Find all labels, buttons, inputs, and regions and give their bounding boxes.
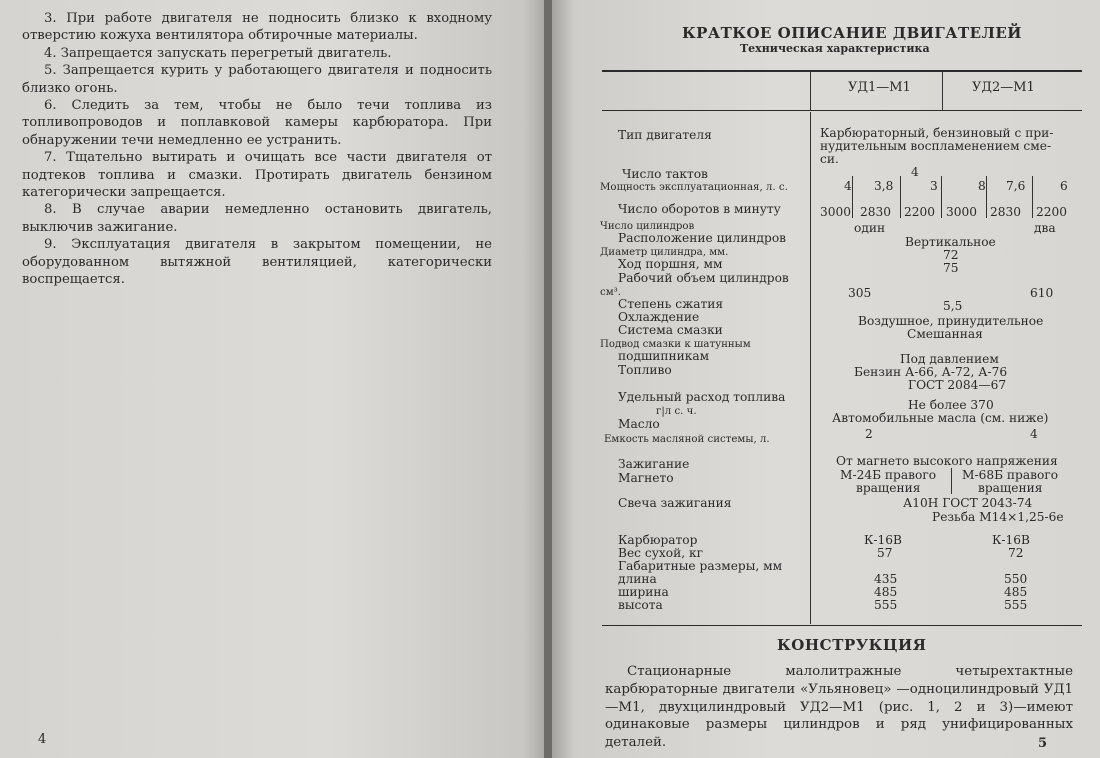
cell-value: 75: [943, 261, 959, 275]
row-label: Габаритные размеры, мм: [618, 559, 783, 573]
cell-value: К-16В: [864, 533, 903, 547]
paragraph: 6. Следить за тем, чтобы не было течи топлива из топливопроводов и поплавковой камеры карбюратора. При обнаружении течи немедленно ее устранить.: [22, 98, 492, 148]
cell-value: 4: [1030, 427, 1038, 441]
row-label: подшипникам: [618, 349, 710, 363]
cell-value: 57: [877, 546, 893, 560]
paragraph: 4. Запрещается запускать перегретый двигатель.: [44, 45, 392, 61]
cell-value: 2830: [990, 205, 1022, 219]
paragraph: 8. В случае аварии немедленно остановить двигатель, выключив зажигание.: [22, 202, 492, 235]
row-label: Масло: [618, 417, 660, 431]
cell-value: 4: [844, 179, 852, 193]
subcolumn-divider: [986, 176, 987, 218]
cell-value: 610: [1030, 286, 1054, 300]
paragraph: 9. Эксплуатация двигателя в закрытом помещении, не оборудованном вытяжной вентиляцией, категорически воспрещается.: [22, 237, 492, 288]
paragraph: 7. Тщательно вытирать и очищать все части двигателя от подтеков топлива и смазки. Протирать двигатель бензином категорически запрещается.: [22, 150, 492, 201]
row-label: высота: [618, 598, 663, 612]
subcolumn-divider: [951, 468, 952, 494]
cell-value: вращения: [978, 481, 1043, 495]
cell-value: 5,5: [943, 299, 963, 313]
row-label: Тип двигателя: [618, 128, 712, 142]
construction-text: [605, 663, 1073, 752]
safety-rules-text: [22, 10, 492, 289]
cell-value: 7,6: [1006, 179, 1026, 193]
paragraph: Стационарные малолитражные четырехтактные карбюраторные двигатели «Ульяновец» —одноцилиндровый УД1—М1, двухцилиндровый УД2—М1 (рис. 1, 2 и 3)—имеют одинаковые размеры цилиндров и ряд унифицированных деталей.: [605, 664, 1073, 751]
cell-value: 3000: [946, 205, 978, 219]
cell-value: Под давлением: [900, 352, 999, 366]
cell-value: 2830: [860, 205, 892, 219]
cell-value: 3: [930, 179, 938, 193]
row-label: Вес сухой, кг: [618, 546, 703, 560]
cell-value: К-16В: [992, 533, 1031, 547]
cell-value: 305: [848, 286, 872, 300]
row-label: см³.: [600, 287, 621, 298]
table-bottom-rule: [602, 625, 1082, 626]
cell-value: 2: [865, 427, 873, 441]
cell-value: два: [1034, 221, 1056, 235]
cell-value: нудительным воспламенением сме-: [820, 139, 1052, 153]
column-header-ud1: УД1—М1: [848, 80, 911, 95]
cell-value: ГОСТ 2084—67: [908, 378, 1007, 392]
page-number-right: 5: [1038, 736, 1048, 751]
right-page: [552, 0, 1100, 758]
page-title: КРАТКОЕ ОПИСАНИЕ ДВИГАТЕЛЕЙ: [682, 24, 1022, 42]
row-label: Рабочий объем цилиндров: [618, 271, 789, 285]
row-label: Число оборотов в минуту: [618, 202, 781, 216]
cell-value: Бензин А-66, А-72, А-76: [854, 365, 1008, 379]
left-page: [0, 0, 546, 758]
cell-value: Смешанная: [907, 327, 983, 341]
row-label: Мощность эксплуатационная, л. с.: [600, 182, 788, 193]
row-label: Число цилиндров: [600, 221, 695, 232]
row-label: Карбюратор: [618, 533, 698, 547]
cell-value: 8: [978, 179, 986, 193]
cell-value: 72: [943, 248, 959, 262]
row-label: Ход поршня, мм: [618, 257, 723, 271]
cell-value: 6: [1060, 179, 1068, 193]
cell-value: 485: [874, 585, 898, 599]
paragraph: 5. Запрещается курить у работающего двигателя и подносить близко огонь.: [22, 63, 492, 96]
cell-value: Не более 370: [908, 398, 994, 412]
row-label: Диаметр цилиндра, мм.: [600, 247, 729, 258]
row-label: Охлаждение: [618, 310, 700, 324]
table-top-rule: [602, 70, 1082, 72]
cell-value: 3000: [820, 205, 852, 219]
cell-value: Автомобильные масла (см. ниже): [832, 411, 1049, 425]
cell-value: вращения: [856, 481, 921, 495]
row-label: Число тактов: [622, 167, 708, 181]
row-label: Магнето: [618, 471, 674, 485]
cell-value: 2200: [904, 205, 936, 219]
cell-value: Вертикальное: [905, 235, 996, 249]
row-label: Степень сжатия: [618, 297, 724, 311]
row-label: Удельный расход топлива: [618, 390, 786, 404]
row-label: Подвод смазки к шатунным: [600, 339, 751, 350]
subcolumn-divider: [900, 176, 901, 218]
cell-value: Воздушное, принудительное: [858, 314, 1044, 328]
cell-value: А10Н ГОСТ 2043-74: [903, 496, 1033, 510]
cell-value: 72: [1008, 546, 1024, 560]
column-divider: [810, 72, 811, 110]
row-label: Емкость масляной системы, л.: [604, 434, 770, 445]
row-label: Зажигание: [618, 457, 690, 471]
section-heading: КОНСТРУКЦИЯ: [777, 636, 927, 654]
page-number-left: 4: [38, 732, 47, 747]
row-label: длина: [618, 572, 657, 586]
subcolumn-divider: [852, 176, 853, 218]
row-label: Расположение цилиндров: [618, 231, 787, 245]
cell-value: 550: [1004, 572, 1028, 586]
table-header-rule: [602, 110, 1082, 111]
cell-value: си.: [820, 152, 839, 166]
row-label: ширина: [618, 585, 669, 599]
row-label: г|л с. ч.: [656, 406, 697, 417]
row-label: Система смазки: [618, 323, 723, 337]
subcolumn-divider: [1032, 176, 1033, 218]
column-divider: [810, 112, 811, 624]
cell-value: 485: [1004, 585, 1028, 599]
cell-value: Резьба М14×1,25-6е: [932, 510, 1064, 524]
cell-value: один: [854, 221, 886, 235]
cell-value: Карбюраторный, бензиновый с при-: [820, 126, 1054, 140]
page-subtitle: Техническая характеристика: [740, 42, 930, 55]
cell-value: 2200: [1036, 205, 1068, 219]
subcolumn-divider: [941, 176, 942, 218]
row-label: Свеча зажигания: [618, 496, 732, 510]
cell-value: М-24Б правого: [840, 468, 937, 482]
cell-value: 4: [911, 165, 919, 179]
cell-value: 435: [874, 572, 898, 586]
cell-value: 3,8: [874, 179, 894, 193]
cell-value: От магнето высокого напряжения: [836, 454, 1058, 468]
cell-value: М-68Б правого: [962, 468, 1059, 482]
cell-value: 555: [874, 598, 898, 612]
paragraph: 3. При работе двигателя не подносить близко к входному отверстию кожуха вентилятора обтирочные материалы.: [22, 11, 492, 44]
row-label: Топливо: [618, 363, 672, 377]
cell-value: 555: [1004, 598, 1028, 612]
column-divider: [942, 72, 943, 110]
column-header-ud2: УД2—М1: [972, 80, 1035, 95]
